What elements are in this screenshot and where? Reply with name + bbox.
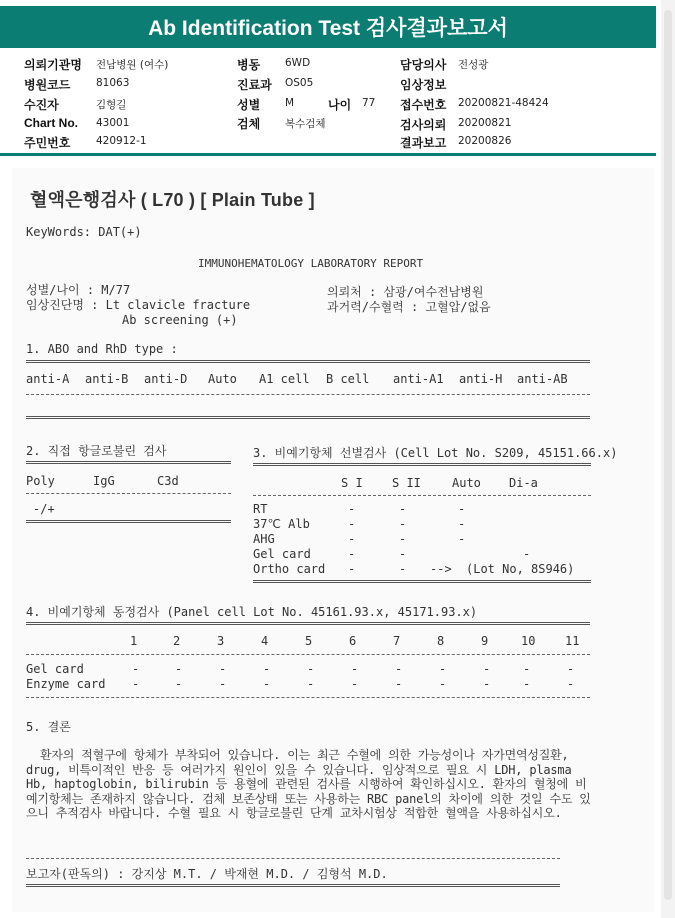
- report-date-label: 결과보고: [400, 136, 447, 150]
- hospital-value: 전남병원 (여수): [96, 59, 169, 71]
- screen-col-s1: S I: [341, 476, 363, 490]
- panel-cell: -: [483, 662, 491, 676]
- panel-cell: -: [132, 677, 140, 691]
- panel-cell: -: [219, 662, 227, 676]
- screen-row-label: Ortho card: [253, 562, 326, 576]
- panel-col-7: 7: [393, 634, 401, 648]
- request-date-label: 검사의뢰: [400, 118, 447, 132]
- panel-col-6: 6: [349, 634, 357, 648]
- dat-value: -/+: [33, 502, 55, 516]
- conclusion-text: 환자의 적혈구에 항체가 부착되어 있습니다. 이는 최근 수혈에 의한 가능성이나 자가면역성질환, drug, 비특이적인 반응 등 여러가지 원인이 있을 수 있습니다. 임상적으로 필요 시 LDH, plasma Hb, haptoglobin, bilirubin 등 용혈에 관련된 검사를 시행하여 확인하십시오. 환자의 혈청에 비예기항체는 존재하지 않습니다. 검체 보존상태 또는 사용하는 RBC panel의 차이에 의한 것일 수도 있으니 추적검사 바랍니다. 수혈 필요 시 항글로불린 단계 교차시험상 적합한 혈액을 사용하십시오.: [26, 748, 591, 821]
- screen-cell: -: [348, 532, 356, 546]
- screen-cell: -: [399, 517, 407, 531]
- rrn-label: 주민번호: [24, 136, 71, 150]
- hospital-label: 의뢰기관명: [24, 58, 82, 72]
- panel-row-label: Gel card: [26, 662, 84, 676]
- panel-col-10: 10: [521, 634, 536, 648]
- screen-col-auto: Auto: [452, 476, 481, 490]
- dat-col-igg: IgG: [93, 474, 115, 488]
- panel-col-5: 5: [305, 634, 313, 648]
- screen-row-label: Gel card: [253, 547, 311, 561]
- panel-col-2: 2: [173, 634, 181, 648]
- screen-cell: -: [399, 547, 407, 561]
- panel-cell: -: [263, 677, 271, 691]
- abo-col-auto: Auto: [208, 372, 237, 386]
- panel-cell: -: [351, 677, 359, 691]
- dat-col-poly: Poly: [26, 474, 55, 488]
- dat-col-c3d: C3d: [157, 474, 179, 488]
- hospital-code-value: 81063: [96, 77, 130, 89]
- panel-cell: -: [307, 662, 315, 676]
- referring-line: 의뢰처 : 삼광/여수전남병원: [327, 285, 484, 299]
- patient-value: 김형길: [96, 99, 127, 111]
- report-date-value: 20200826: [458, 135, 512, 147]
- panel-cell: -: [395, 662, 403, 676]
- test-heading: 혈액은행검사 ( L70 ) [ Plain Tube ]: [30, 190, 315, 210]
- double-rule: [26, 622, 590, 625]
- sex-value: M: [285, 97, 295, 109]
- panel-col-1: 1: [130, 634, 138, 648]
- panel-col-9: 9: [481, 634, 489, 648]
- double-rule: [26, 520, 231, 523]
- doctor-label: 담당의사: [400, 58, 447, 72]
- screen-lot-note: (Lot No, 8S946): [466, 562, 575, 576]
- report-title: Ab Identification Test 검사결과보고서: [0, 6, 656, 48]
- dept-value: OS05: [285, 77, 314, 89]
- screen-cell: -: [348, 562, 356, 576]
- rule: [26, 697, 590, 698]
- panel-cell: -: [263, 662, 271, 676]
- age-label: 나이: [328, 98, 352, 112]
- screen-section-title: 3. 비예기항체 선별검사 (Cell Lot No. S209, 45151.66.x): [253, 446, 618, 460]
- lab-report-title: IMMUNOHEMATOLOGY LABORATORY REPORT: [198, 257, 424, 270]
- ward-label: 병동: [237, 58, 261, 72]
- rrn-value: 420912-1: [96, 135, 147, 147]
- panel-cell: -: [132, 662, 140, 676]
- abo-col-a1-cell: A1 cell: [259, 372, 310, 386]
- screen-col-di-a: Di-a: [509, 476, 538, 490]
- rule: [253, 495, 591, 496]
- screen-cell: -: [458, 532, 466, 546]
- chart-label: Chart No.: [24, 116, 78, 130]
- abo-col-anti-d: anti-D: [144, 372, 188, 386]
- screen-cell: -: [399, 502, 407, 516]
- screen-cell: -: [458, 517, 466, 531]
- panel-cell: -: [307, 677, 315, 691]
- panel-row-label: Enzyme card: [26, 677, 106, 691]
- screen-row-label: 37℃ Alb: [253, 517, 310, 531]
- conclusion-title: 5. 결론: [26, 720, 71, 734]
- double-rule: [26, 461, 231, 464]
- reporter-line: 보고자(판독의) : 강지상 M.T. / 박재현 M.D. / 김형석 M.D.: [26, 867, 388, 881]
- keywords: KeyWords: DAT(+): [26, 225, 142, 239]
- accession-label: 접수번호: [400, 98, 447, 112]
- chart-value: 43001: [96, 117, 130, 129]
- screen-col-s2: S II: [392, 476, 421, 490]
- ward-value: 6WD: [285, 57, 311, 69]
- abo-col-anti-b: anti-B: [85, 372, 129, 386]
- panel-cell: -: [439, 662, 447, 676]
- sex-age-line: 성별/나이 : M/77: [26, 283, 131, 297]
- rule: [26, 394, 590, 395]
- specimen-label: 검체: [237, 117, 261, 131]
- abo-col-anti-a: anti-A: [26, 372, 70, 386]
- screen-cell: -: [348, 502, 356, 516]
- scrollbar[interactable]: [661, 0, 675, 918]
- panel-cell: -: [175, 677, 183, 691]
- panel-cell: -: [523, 677, 531, 691]
- screen-cell: -->: [430, 562, 452, 576]
- screen-cell: -: [399, 562, 407, 576]
- panel-cell: -: [395, 677, 403, 691]
- screen-row-label: AHG: [253, 532, 275, 546]
- double-rule: [253, 463, 591, 466]
- panel-cell: -: [523, 662, 531, 676]
- patient-info-panel: [0, 52, 656, 152]
- panel-cell: -: [219, 677, 227, 691]
- patient-label: 수진자: [24, 98, 59, 112]
- abo-col-b-cell: B cell: [326, 372, 370, 386]
- panel-cell: -: [175, 662, 183, 676]
- rule: [26, 654, 590, 655]
- request-date-value: 20200821: [458, 117, 512, 129]
- double-rule: [26, 360, 590, 363]
- abo-col-anti-a1: anti-A1: [393, 372, 444, 386]
- diagnosis-line-2: Ab screening (+): [122, 313, 238, 327]
- dept-label: 진료과: [237, 78, 272, 92]
- abo-section-title: 1. ABO and RhD type :: [26, 342, 178, 356]
- panel-col-3: 3: [217, 634, 225, 648]
- panel-col-8: 8: [437, 634, 445, 648]
- scrollbar-thumb[interactable]: [664, 10, 672, 900]
- screen-cell: -: [399, 532, 407, 546]
- hospital-code-label: 병원코드: [24, 78, 71, 92]
- doctor-value: 전성광: [458, 59, 489, 71]
- double-rule: [26, 416, 590, 419]
- double-rule: [26, 884, 560, 887]
- clinical-info-label: 임상정보: [400, 78, 447, 92]
- rule: [26, 858, 560, 859]
- abo-col-anti-h: anti-H: [459, 372, 503, 386]
- panel-col-4: 4: [261, 634, 269, 648]
- panel-cell: -: [567, 662, 575, 676]
- screen-cell: -: [458, 502, 466, 516]
- screen-cell: -: [348, 547, 356, 561]
- panel-cell: -: [483, 677, 491, 691]
- panel-col-11: 11: [565, 634, 580, 648]
- rule: [26, 493, 231, 494]
- abo-col-anti-ab: anti-AB: [517, 372, 568, 386]
- panel-cell: -: [439, 677, 447, 691]
- panel-cell: -: [351, 662, 359, 676]
- dat-section-title: 2. 직접 항글로불린 검사: [26, 444, 167, 458]
- double-rule: [253, 580, 591, 583]
- screen-cell: -: [348, 517, 356, 531]
- screen-row-label: RT: [253, 502, 268, 516]
- panel-cell: -: [567, 677, 575, 691]
- age-value: 77: [362, 97, 376, 109]
- screen-cell: -: [523, 547, 531, 561]
- panel-section-title: 4. 비예기항체 동정검사 (Panel cell Lot No. 45161.93.x, 45171.93.x): [26, 605, 478, 619]
- sex-label: 성별: [237, 98, 261, 112]
- header-divider: [0, 153, 656, 156]
- accession-value: 20200821-48424: [458, 97, 549, 109]
- specimen-value: 복수검체: [285, 118, 326, 130]
- diagnosis-line: 임상진단명 : Lt clavicle fracture: [26, 298, 251, 312]
- history-line: 과거력/수혈력 : 고혈압/없음: [327, 300, 491, 314]
